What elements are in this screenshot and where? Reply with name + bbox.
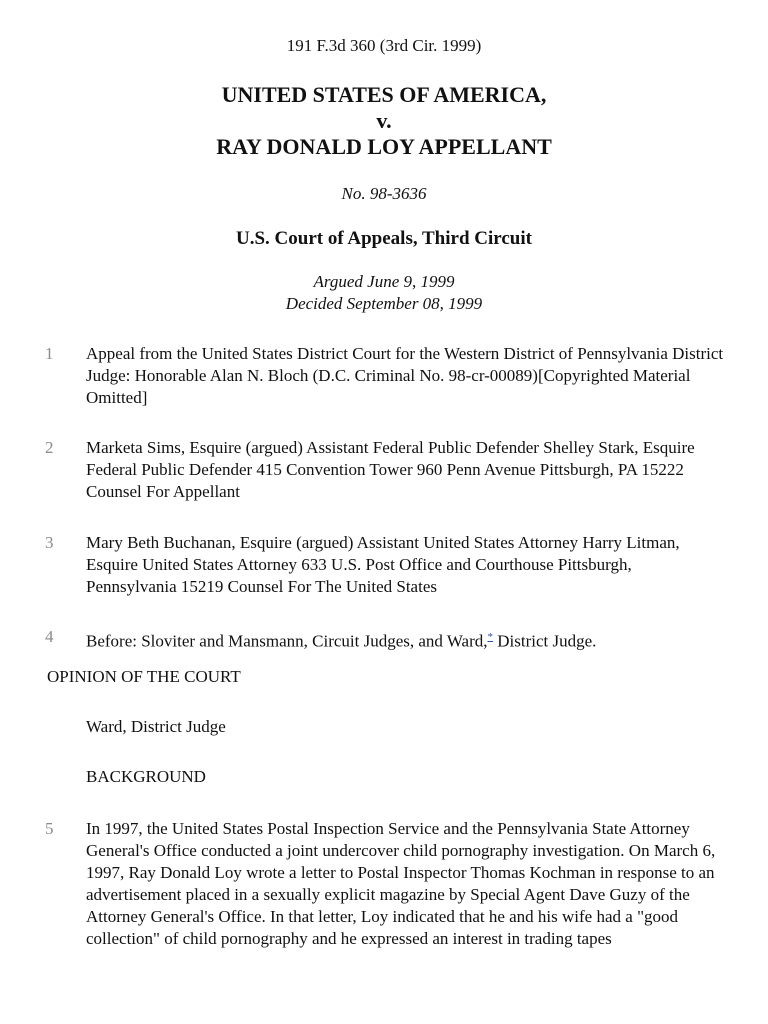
panel-text-end: District Judge. — [493, 631, 597, 651]
versus-label: v. — [376, 108, 392, 133]
paragraph-number: 4 — [45, 627, 54, 646]
paragraph-number: 5 — [45, 819, 54, 838]
court-name: U.S. Court of Appeals, Third Circuit — [236, 228, 532, 249]
footnote-link[interactable]: * — [487, 631, 494, 643]
paragraph-text — [86, 626, 726, 653]
paragraph-number: 3 — [45, 533, 54, 552]
opinion-author: Ward, District Judge — [86, 717, 226, 736]
panel-text: Before: Sloviter and Mansmann, Circuit Judges, and Ward, — [86, 631, 488, 651]
case-title — [0, 82, 768, 160]
paragraph-number: 1 — [45, 344, 54, 363]
paragraph-text: Marketa Sims, Esquire (argued) Assistant Federal Public Defender Shelley Stark, Esquire Federal Public Defender 415 Convention Tower 960 Penn Avenue Pittsburgh, PA 15222 Counsel For Appellant — [86, 438, 695, 501]
paragraph-text: Mary Beth Buchanan, Esquire (argued) Assistant United States Attorney Harry Litman, Esquire United States Attorney 633 U.S. Post Office and Courthouse Pittsburgh, Pennsylvania 15219 Counsel For The United States — [86, 533, 680, 596]
case-citation: 191 F.3d 360 (3rd Cir. 1999) — [286, 36, 482, 55]
paragraph-text: In 1997, the United States Postal Inspection Service and the Pennsylvania State Attorney General's Office conducted a joint undercover child pornography investigation. On March 6, 1997, Ray Donald Loy wrote a letter to Postal Inspector Thomas Kochman in response to an advertisement placed in a sexually explicit magazine by Special Agent Dave Guzy of the Attorney General's Office. In that letter, Loy indicated that he and his wife had a "good collection" of child pornography and he expressed an interest in trading tapes — [86, 819, 716, 948]
argued-date: Argued June 9, 1999 — [313, 272, 455, 291]
paragraph-number: 2 — [45, 438, 54, 457]
decided-date: Decided September 08, 1999 — [285, 294, 483, 313]
case-dates — [0, 271, 768, 315]
section-heading: BACKGROUND — [86, 767, 206, 786]
party-defendant: RAY DONALD LOY APPELLANT — [216, 134, 552, 159]
docket-number: No. 98-3636 — [341, 184, 427, 203]
paragraph-text: Appeal from the United States District Court for the Western District of Pennsylvania District Judge: Honorable Alan N. Bloch (D.C. Criminal No. 98-cr-00089)[Copyrighted Material Omitted] — [86, 344, 724, 407]
party-plaintiff: UNITED STATES OF AMERICA, — [221, 82, 547, 107]
opinion-heading: OPINION OF THE COURT — [47, 667, 241, 686]
